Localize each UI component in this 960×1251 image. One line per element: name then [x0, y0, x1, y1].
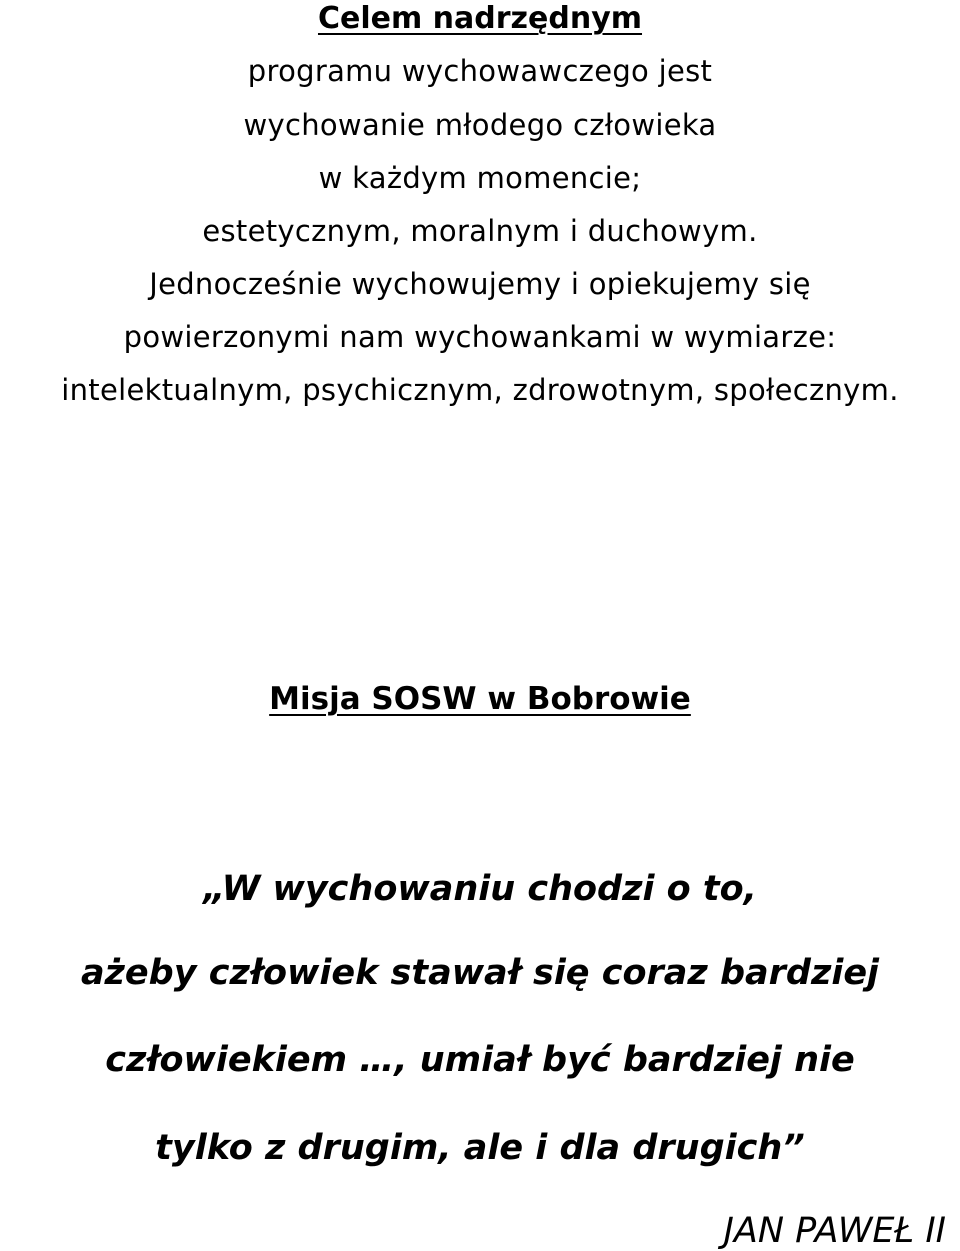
quote-author: JAN PAWEŁ II	[723, 1211, 946, 1251]
goal-line-4: estetycznym, moralnym i duchowym.	[202, 214, 758, 248]
goal-line-7: intelektualnym, psychicznym, zdrowotnym, społecznym.	[61, 373, 899, 407]
quote-line-2: ażeby człowiek stawał się coraz bardziej	[80, 953, 880, 993]
goal-line-5: Jednocześnie wychowujemy i opiekujemy się	[149, 267, 811, 301]
goal-line-1: programu wychowawczego jest	[247, 54, 713, 88]
quote-line-4: tylko z drugim, ale i dla drugich”	[155, 1128, 805, 1168]
quote-line-3: człowiekiem …, umiał być bardziej nie	[105, 1040, 855, 1080]
mission-heading: Misja SOSW w Bobrowie	[269, 681, 691, 717]
goal-heading: Celem nadrzędnym	[317, 1, 643, 36]
goal-line-3: w każdym momencie;	[318, 161, 642, 195]
quote-line-1: „W wychowaniu chodzi o to,	[203, 869, 757, 909]
goal-line-2: wychowanie młodego człowieka	[243, 108, 717, 142]
goal-line-6: powierzonymi nam wychowankami w wymiarze:	[123, 320, 837, 354]
